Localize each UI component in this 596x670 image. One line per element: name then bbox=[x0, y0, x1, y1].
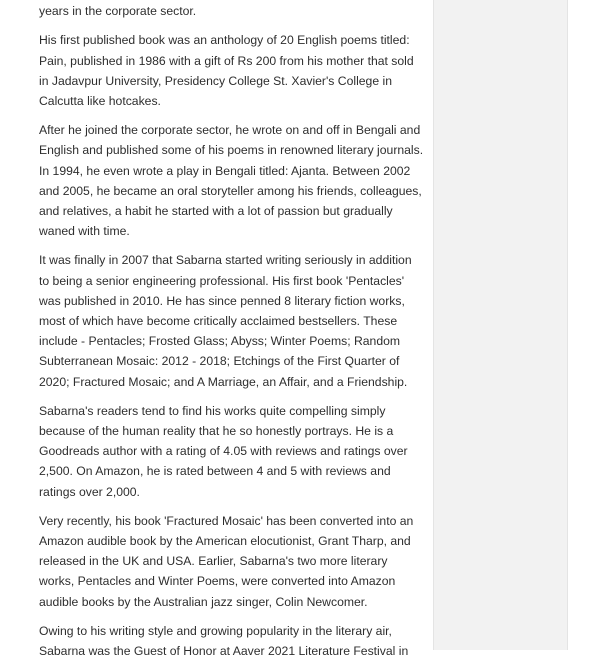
article-paragraph-career-start: years in the corporate sector. bbox=[39, 4, 197, 19]
article-paragraph-ratings: Sabarna's readers tend to find his works quite compelling simply because of the human reality that he so honestly portrays. He is a Goodreads author with a rating of 4.05 with reviews and ratings over 2,500. On Amazon, he is rated between 4 and 5 with reviews and ratings over 2,000. bbox=[39, 403, 408, 499]
page-right-gutter bbox=[568, 0, 596, 650]
article-paragraph-guest-of-honor: Owing to his writing style and growing popularity in the literary air, Sabarna was the Guest of Honor at Aaver 2021 Literature Festival in bbox=[39, 623, 409, 659]
article-paragraph-literary-works: It was finally in 2007 that Sabarna started writing seriously in addition to being a senior engineering professional. His first book 'Pentacles' was published in 2010. He has since penned 8 literary fiction works, most of which have become critically acclaimed bestsellers. These include - Pentacles; Frosted Glass; Abyss; Winter Poems; Random Subterranean Mosaic: 2012 - 2018; Etchings of the First Quarter of 2020; Fractured Mosaic; and A Marriage, an Affair, and a Friendship. bbox=[39, 253, 412, 389]
article-body bbox=[39, 0, 425, 670]
article-paragraph-first-book: His first published book was an anthology of 20 English poems titled: Pain, published in 1986 with a gift of Rs 200 from his mother that sold in Jadavpur University, Presidency College St. Xavier's College in Calcutta like hotcakes. bbox=[39, 33, 414, 109]
article-paragraph-audiobooks: Very recently, his book 'Fractured Mosaic' has been converted into an Amazon audible book by the American elocutionist, Grant Tharp, and released in the UK and USA. Earlier, Sabarna's two more literary works, Pentacles and Winter Poems, were converted into Amazon audible books by the Australian jazz singer, Colin Newcomer. bbox=[39, 513, 414, 609]
sidebar-panel bbox=[433, 0, 568, 650]
article-paragraph-corporate-years: After he joined the corporate sector, he wrote on and off in Bengali and English and published some of his poems in renowned literary journals. In 1994, he even wrote a play in Bengali titled: Ajanta. Between 2002 and 2005, he became an oral storyteller among his friends, colleagues, and relatives, a habit he started with a lot of passion but gradually waned with time. bbox=[39, 123, 424, 239]
